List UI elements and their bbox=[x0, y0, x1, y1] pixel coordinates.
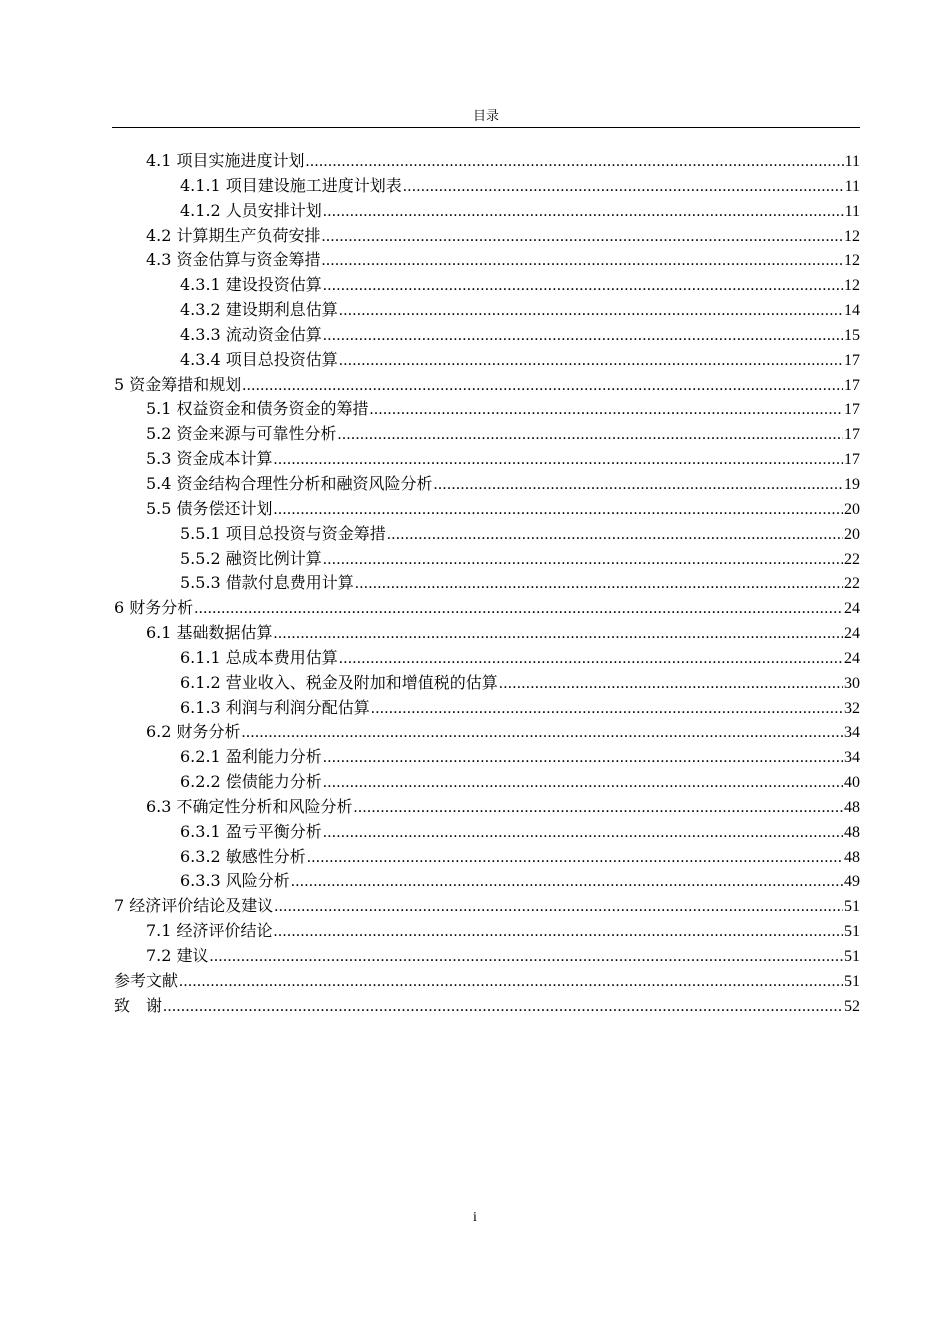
dot-leader bbox=[307, 846, 843, 871]
dot-leader bbox=[323, 200, 844, 225]
toc-entry[interactable] bbox=[112, 894, 860, 919]
toc-entry[interactable] bbox=[112, 596, 860, 621]
dot-leader bbox=[323, 746, 843, 771]
toc-entry-page: 12 bbox=[844, 252, 860, 270]
dot-leader bbox=[194, 597, 843, 622]
toc-entry[interactable] bbox=[112, 273, 860, 298]
toc-entry-title: 4.1.2 人员安排计划 bbox=[180, 200, 322, 220]
toc-entry-page: 51 bbox=[844, 923, 860, 941]
toc-entry-page: 51 bbox=[844, 898, 860, 916]
toc-entry-page: 30 bbox=[844, 674, 860, 692]
dot-leader bbox=[339, 299, 843, 324]
toc-entry[interactable] bbox=[112, 248, 860, 273]
toc-entry[interactable] bbox=[112, 820, 860, 845]
toc-entry-title: 6.3.1 盈亏平衡分析 bbox=[180, 821, 322, 841]
toc-entry[interactable] bbox=[112, 447, 860, 472]
toc-entry-page: 17 bbox=[844, 401, 860, 419]
dot-leader bbox=[499, 672, 843, 697]
table-of-contents bbox=[112, 149, 860, 1019]
toc-entry-title: 6.3.2 敏感性分析 bbox=[180, 846, 306, 866]
toc-entry-title: 4.2 计算期生产负荷安排 bbox=[146, 225, 321, 245]
toc-entry-title: 5 资金筹措和规划 bbox=[114, 374, 242, 394]
dot-leader bbox=[242, 721, 843, 746]
toc-entry-page: 40 bbox=[844, 774, 860, 792]
dot-leader bbox=[322, 249, 843, 274]
toc-entry-page: 17 bbox=[844, 376, 860, 394]
page-header-title: 目录 bbox=[472, 109, 499, 124]
toc-entry[interactable] bbox=[112, 323, 860, 348]
dot-leader bbox=[242, 374, 843, 399]
toc-entry-title: 6.2.2 偿债能力分析 bbox=[180, 772, 322, 792]
toc-entry-title: 6.1 基础数据估算 bbox=[146, 623, 273, 643]
dot-leader bbox=[323, 771, 843, 796]
toc-entry-title: 5.5.1 项目总投资与资金筹措 bbox=[180, 523, 386, 543]
toc-entry-page: 12 bbox=[844, 277, 860, 295]
toc-entry[interactable] bbox=[112, 795, 860, 820]
toc-entry-title: 5.3 资金成本计算 bbox=[146, 449, 273, 469]
dot-leader bbox=[291, 870, 843, 895]
dot-leader bbox=[355, 572, 843, 597]
toc-entry-title: 4.3.4 项目总投资估算 bbox=[180, 349, 338, 369]
toc-entry-title: 7 经济评价结论及建议 bbox=[114, 896, 274, 916]
toc-entry-title: 4.1.1 项目建设施工进度计划表 bbox=[180, 175, 402, 195]
toc-entry[interactable] bbox=[112, 919, 860, 944]
dot-leader bbox=[338, 423, 843, 448]
toc-entry-page: 15 bbox=[844, 326, 860, 344]
dot-leader bbox=[322, 225, 843, 250]
toc-entry[interactable] bbox=[112, 497, 860, 522]
toc-entry[interactable] bbox=[112, 522, 860, 547]
toc-entry-title: 参考文献 bbox=[114, 970, 179, 990]
toc-entry[interactable] bbox=[112, 770, 860, 795]
toc-entry-page: 20 bbox=[844, 500, 860, 518]
toc-entry-page: 49 bbox=[844, 873, 860, 891]
toc-entry-title: 6.1.2 营业收入、税金及附加和增值税的估算 bbox=[180, 672, 498, 692]
dot-leader bbox=[323, 274, 843, 299]
toc-entry-page: 51 bbox=[844, 972, 860, 990]
toc-entry[interactable] bbox=[112, 199, 860, 224]
toc-entry-page: 12 bbox=[844, 227, 860, 245]
toc-entry[interactable] bbox=[112, 224, 860, 249]
toc-entry[interactable] bbox=[112, 994, 860, 1019]
dot-leader bbox=[434, 473, 843, 498]
toc-entry-page: 34 bbox=[844, 749, 860, 767]
toc-entry-title: 4.3 资金估算与资金筹措 bbox=[146, 250, 321, 270]
toc-entry-page: 20 bbox=[844, 525, 860, 543]
toc-entry-title: 7.2 建议 bbox=[146, 946, 209, 965]
dot-leader bbox=[210, 945, 843, 970]
toc-entry-title: 5.4 资金结构合理性分析和融资风险分析 bbox=[146, 473, 433, 493]
toc-entry-page: 17 bbox=[844, 351, 860, 369]
toc-entry-title: 致 谢 bbox=[114, 995, 163, 1015]
dot-leader bbox=[339, 349, 843, 374]
toc-entry-page: 14 bbox=[844, 302, 860, 320]
toc-entry-title: 5.5.3 借款付息费用计算 bbox=[180, 573, 354, 593]
toc-entry-title: 7.1 经济评价结论 bbox=[146, 921, 273, 941]
toc-entry[interactable] bbox=[112, 571, 860, 596]
toc-entry[interactable] bbox=[112, 745, 860, 770]
toc-entry-title: 5.5.2 融资比例计算 bbox=[180, 548, 322, 568]
dot-leader bbox=[323, 324, 843, 349]
toc-entry-page: 24 bbox=[844, 625, 860, 643]
dot-leader bbox=[403, 175, 844, 200]
toc-entry-title: 4.3.3 流动资金估算 bbox=[180, 324, 322, 344]
dot-leader bbox=[179, 970, 843, 995]
toc-entry-page: 51 bbox=[844, 948, 860, 965]
toc-entry-title: 5.1 权益资金和债务资金的筹措 bbox=[146, 399, 369, 419]
toc-entry-page: 34 bbox=[844, 724, 860, 742]
toc-entry-title: 6.3 不确定性分析和风险分析 bbox=[146, 796, 353, 816]
dot-leader bbox=[306, 150, 844, 175]
toc-entry-page: 48 bbox=[844, 798, 860, 816]
toc-entry[interactable] bbox=[112, 720, 860, 745]
toc-entry-page: 52 bbox=[844, 997, 860, 1015]
toc-entry-page: 11 bbox=[844, 202, 860, 220]
dot-leader bbox=[371, 697, 843, 722]
toc-entry-page: 48 bbox=[844, 823, 860, 841]
toc-entry-page: 22 bbox=[844, 550, 860, 568]
toc-entry-page: 22 bbox=[844, 575, 860, 593]
toc-entry-title: 5.2 资金来源与可靠性分析 bbox=[146, 424, 337, 444]
toc-entry-page: 11 bbox=[844, 177, 860, 195]
toc-entry[interactable] bbox=[112, 696, 860, 721]
dot-leader bbox=[339, 647, 843, 672]
dot-leader bbox=[274, 622, 843, 647]
dot-leader bbox=[323, 548, 843, 573]
toc-entry-title: 4.1 项目实施进度计划 bbox=[146, 151, 305, 170]
toc-entry-title: 6.1.3 利润与利润分配估算 bbox=[180, 697, 370, 717]
dot-leader bbox=[274, 895, 843, 920]
dot-leader bbox=[323, 821, 843, 846]
toc-entry[interactable] bbox=[112, 472, 860, 497]
toc-entry-page: 17 bbox=[844, 451, 860, 469]
dot-leader bbox=[354, 796, 843, 821]
dot-leader bbox=[387, 523, 843, 548]
toc-entry[interactable] bbox=[112, 149, 860, 174]
toc-entry[interactable] bbox=[112, 348, 860, 373]
dot-leader bbox=[163, 995, 843, 1020]
toc-entry-page: 19 bbox=[844, 475, 860, 493]
toc-entry[interactable] bbox=[112, 298, 860, 323]
toc-entry[interactable] bbox=[112, 845, 860, 870]
header-divider bbox=[112, 127, 860, 128]
toc-entry-page: 24 bbox=[844, 649, 860, 667]
dot-leader bbox=[274, 498, 843, 523]
toc-entry-title: 6.2.1 盈利能力分析 bbox=[180, 747, 322, 767]
toc-entry[interactable] bbox=[112, 671, 860, 696]
toc-entry[interactable] bbox=[112, 646, 860, 671]
page-number: i bbox=[473, 1210, 477, 1225]
toc-entry-page: 32 bbox=[844, 699, 860, 717]
toc-entry-title: 4.3.1 建设投资估算 bbox=[180, 275, 322, 295]
toc-entry[interactable] bbox=[112, 621, 860, 646]
toc-entry-title: 5.5 债务偿还计划 bbox=[146, 498, 273, 518]
toc-entry-title: 6.2 财务分析 bbox=[146, 722, 241, 742]
toc-entry[interactable] bbox=[112, 547, 860, 572]
toc-entry-title: 4.3.2 建设期利息估算 bbox=[180, 300, 338, 320]
dot-leader bbox=[274, 448, 843, 473]
toc-entry[interactable] bbox=[112, 397, 860, 422]
toc-entry[interactable] bbox=[112, 969, 860, 994]
toc-entry-page: 48 bbox=[844, 848, 860, 866]
toc-entry[interactable] bbox=[112, 174, 860, 199]
toc-entry-page: 11 bbox=[844, 153, 860, 170]
toc-entry-title: 6.1.1 总成本费用估算 bbox=[180, 647, 338, 667]
toc-entry[interactable] bbox=[112, 373, 860, 398]
toc-entry-title: 6 财务分析 bbox=[114, 598, 194, 618]
toc-entry-title: 6.3.3 风险分析 bbox=[180, 871, 290, 891]
dot-leader bbox=[274, 920, 843, 945]
dot-leader bbox=[370, 398, 843, 423]
toc-entry[interactable] bbox=[112, 944, 860, 969]
toc-entry-page: 17 bbox=[844, 426, 860, 444]
toc-entry-page: 24 bbox=[844, 600, 860, 618]
toc-entry[interactable] bbox=[112, 422, 860, 447]
toc-entry[interactable] bbox=[112, 869, 860, 894]
